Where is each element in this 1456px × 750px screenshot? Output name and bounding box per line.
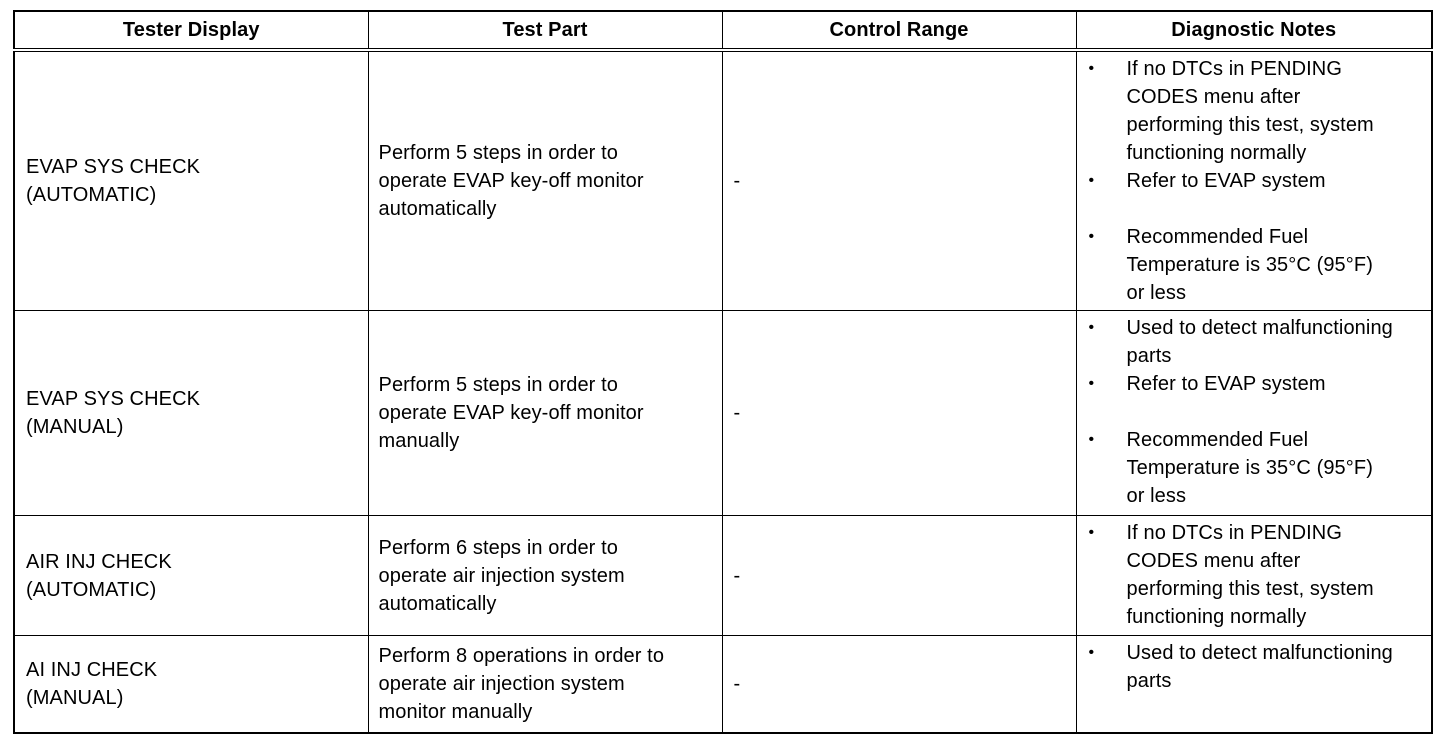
bullet-icon: • xyxy=(1088,228,1095,245)
control-range-text: - xyxy=(733,564,741,587)
tester-display-text: EVAP SYS CHECK (MANUAL) xyxy=(26,388,201,438)
test-part-text: Perform 5 steps in order to operate EVAP key-off monitor automatically xyxy=(378,142,644,220)
test-part-cell xyxy=(368,50,722,311)
active-test-table xyxy=(13,10,1433,734)
test-part-cell xyxy=(368,516,722,636)
table-row xyxy=(14,516,1432,636)
tester-display-text: AI INJ CHECK (MANUAL) xyxy=(26,658,158,709)
control-range-cell xyxy=(722,50,1076,311)
table-row xyxy=(14,311,1432,516)
control-range-text: - xyxy=(733,170,741,192)
test-part-text: Perform 8 operations in order to operate air injection system monitor manually xyxy=(378,644,665,723)
note-item xyxy=(1087,223,1424,307)
note-text: Refer to EVAP system xyxy=(1126,170,1326,192)
bullet-icon: • xyxy=(1088,172,1095,189)
diagnostic-notes-cell xyxy=(1076,516,1432,636)
control-range-cell xyxy=(722,311,1076,516)
diagnostic-notes-cell xyxy=(1076,311,1432,516)
header-diagnostic-notes: Diagnostic Notes xyxy=(1076,11,1432,50)
notes-list xyxy=(1087,314,1424,510)
table-row xyxy=(14,636,1432,733)
note-item xyxy=(1087,639,1424,695)
header-test-part: Test Part xyxy=(368,11,722,50)
note-text: Used to detect malfunctioning parts xyxy=(1126,317,1393,367)
note-item xyxy=(1087,167,1424,195)
note-text: If no DTCs in PENDING CODES menu after performing this test, system functioning normally xyxy=(1126,522,1374,628)
header-control-range: Control Range xyxy=(722,11,1076,50)
notes-list xyxy=(1087,639,1424,695)
notes-list xyxy=(1087,55,1424,307)
control-range-cell xyxy=(722,636,1076,733)
table-row xyxy=(14,50,1432,311)
test-part-cell xyxy=(368,311,722,516)
test-part-text: Perform 5 steps in order to operate EVAP key-off monitor manually xyxy=(378,374,644,452)
note-text: Recommended Fuel Temperature is 35°C (95°F) or less xyxy=(1126,429,1373,507)
note-item xyxy=(1087,519,1424,631)
bullet-icon: • xyxy=(1088,524,1095,541)
note-text: Recommended Fuel Temperature is 35°C (95°F) or less xyxy=(1126,226,1373,304)
diagnostic-notes-cell xyxy=(1076,636,1432,733)
note-text: Refer to EVAP system xyxy=(1126,373,1326,395)
tester-display-text: EVAP SYS CHECK (AUTOMATIC) xyxy=(26,156,201,206)
diagnostic-notes-cell xyxy=(1076,50,1432,311)
bullet-icon: • xyxy=(1088,644,1095,661)
test-part-text: Perform 6 steps in order to operate air injection system automatically xyxy=(378,536,625,615)
note-item xyxy=(1087,370,1424,398)
tester-display-cell xyxy=(14,516,368,636)
bullet-icon: • xyxy=(1088,319,1095,336)
note-item xyxy=(1087,314,1424,370)
note-text: Used to detect malfunctioning parts xyxy=(1126,642,1393,692)
tester-display-cell xyxy=(14,50,368,311)
note-item xyxy=(1087,55,1424,167)
bullet-icon: • xyxy=(1088,431,1095,448)
control-range-cell xyxy=(722,516,1076,636)
notes-list xyxy=(1087,519,1424,631)
tester-display-cell xyxy=(14,636,368,733)
tester-display-text: AIR INJ CHECK (AUTOMATIC) xyxy=(26,550,172,601)
test-part-cell xyxy=(368,636,722,733)
control-range-text: - xyxy=(733,672,741,695)
note-item xyxy=(1087,426,1424,510)
table-header-row xyxy=(14,11,1432,50)
bullet-icon: • xyxy=(1088,60,1095,77)
note-text: If no DTCs in PENDING CODES menu after performing this test, system functioning normally xyxy=(1126,58,1374,164)
bullet-icon: • xyxy=(1088,375,1095,392)
tester-display-cell xyxy=(14,311,368,516)
control-range-text: - xyxy=(733,402,741,424)
header-tester-display: Tester Display xyxy=(14,11,368,50)
